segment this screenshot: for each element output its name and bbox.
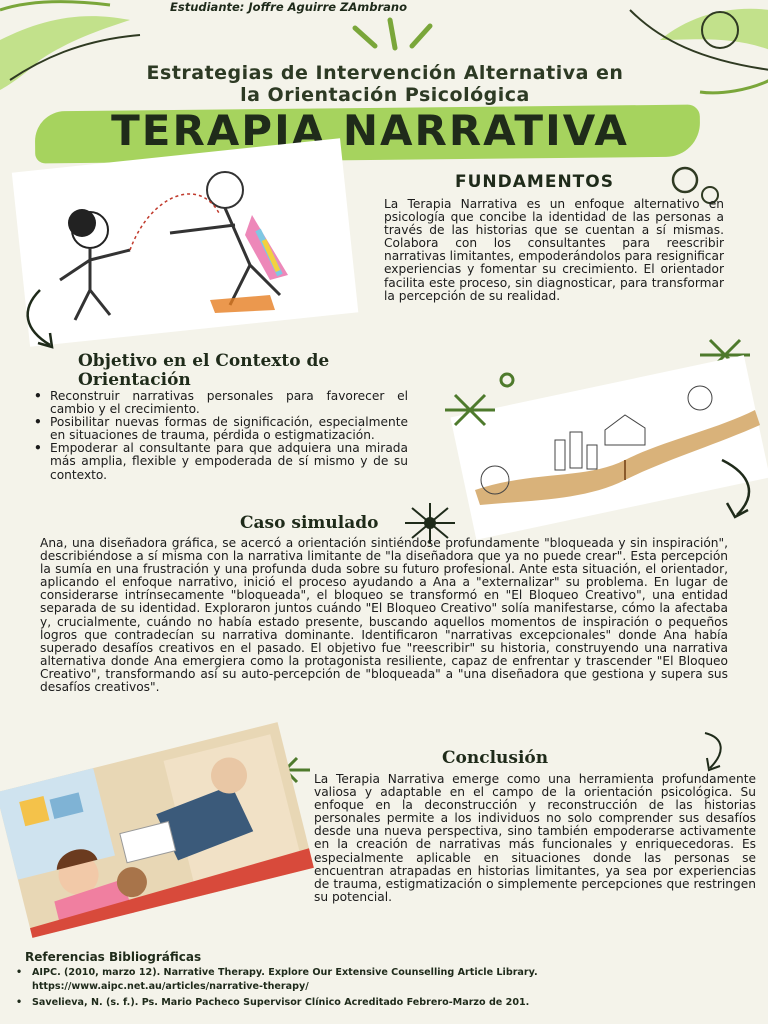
conclusion-text: La Terapia Narrativa emerge como una herramienta profundamente valiosa y adaptable en el campo de la orientación psicológica. Su enfoque en la deconstrucción y reconstrucción de las historias personales permite a los individuos no solo comprender sus desafíos desde una nueva perspectiva, sino también empoderarse activamente en la creación de narrativas más funcionales y enriquecedoras. Es especialmente aplicable en situaciones donde las personas se encuentran atrapadas en historias limitantes, ya sea por experiencias de trauma, estigmatización o simplemente percepciones que restringen su potencial. bbox=[314, 772, 756, 904]
curved-arrow-small-icon bbox=[695, 728, 735, 778]
objetivo-item: • Posibilitar nuevas formas de significación, especialmente en situaciones de trauma, pérdida o estigmatización. bbox=[30, 416, 408, 442]
student-name: Estudiante: Joffre Aguirre ZAmbrano bbox=[170, 0, 408, 14]
reference-item: • Savelieva, N. (s. f.). Ps. Mario Pacheco Supervisor Clínico Acreditado Febrero-Marzo de 201. bbox=[10, 996, 755, 1010]
reference-item: • AIPC. (2010, marzo 12). Narrative Therapy. Explore Our Extensive Counselling Article Library. https://www.aipc.net.au/articles/narrative-therapy/ bbox=[10, 966, 755, 994]
sun-rays-icon bbox=[350, 18, 440, 58]
fundamentos-text: La Terapia Narrativa es un enfoque alternativo en psicología que concibe la identidad de las personas a través de las historias que se cuentan a sí mismas. Colabora con los consultantes para reescribir narrativas limitantes, empoderándolos para resignificar experiencias y fomentar su crecimiento. El orientador facilita este proceso, sin diagnosticar, para transformar la percepción de su realidad. bbox=[384, 197, 724, 303]
curved-arrow-left-icon bbox=[20, 285, 70, 355]
objetivo-item: • Reconstruir narrativas personales para favorecer el cambio y el crecimiento. bbox=[30, 390, 408, 416]
counseling-photo bbox=[0, 745, 310, 915]
page-title: TERAPIA NARRATIVA bbox=[111, 106, 629, 155]
referencias-heading: Referencias Bibliográficas bbox=[25, 950, 202, 964]
green-asterisk-icon bbox=[440, 390, 500, 430]
small-circle-icon bbox=[497, 370, 517, 390]
objetivo-list bbox=[30, 390, 408, 482]
subtitle-line-1: Estrategias de Intervención Alternativa en bbox=[146, 62, 624, 84]
curved-arrow-right-icon bbox=[712, 455, 762, 525]
caso-heading: Caso simulado bbox=[240, 513, 379, 533]
page-subtitle bbox=[60, 62, 710, 106]
objetivo-item: • Empoderar al consultante para que adquiera una mirada más amplia, flexible y empoderada de sí mismo y de su contexto. bbox=[30, 442, 408, 481]
fundamentos-heading: FUNDAMENTOS bbox=[455, 172, 614, 192]
objetivo-heading: Objetivo en el Contexto de Orientación bbox=[78, 351, 330, 390]
conclusion-heading: Conclusión bbox=[442, 748, 549, 768]
caso-text: Ana, una diseñadora gráfica, se acercó a orientación sintiéndose profundamente "bloqueada y sin inspiración", describiéndose a sí misma con la narrativa limitante de "la diseñadora que ya no puede crear". Esta percepción la sumía en una frustración y una profunda duda sobre su futuro profesional. Ante esta situación, el orientador, aplicando el enfoque narrativo, inició el proceso ayudando a Ana a "externalizar" su problema. En lugar de considerarse intrínsecamente "bloqueada", el bloqueo se transformó en "El Bloqueo Creativo", una entidad separada de su identidad. Exploraron juntos cuándo "El Bloqueo Creativo" solía manifestarse, cómo la afectaba y, crucialmente, cuándo no había estado presente, buscando aquellos momentos de inspiración o pequeños logros que contradecían su narrativa dominante. Identificaron "narrativas excepcionales" donde Ana había superado desafíos creativos en el pasado. El objetivo fue "reescribir" su historia, construyendo una narrativa alternativa donde Ana emergiera como la protagonista resiliente, capaz de enfrentar y trascender "El Bloqueo Creativo", transformando así su auto-percepción de "bloqueada" a "una diseñadora que gestiona y supera sus desafíos creativos". bbox=[40, 536, 728, 695]
subtitle-line-2: la Orientación Psicológica bbox=[240, 84, 530, 106]
referencias-list bbox=[10, 966, 755, 1012]
